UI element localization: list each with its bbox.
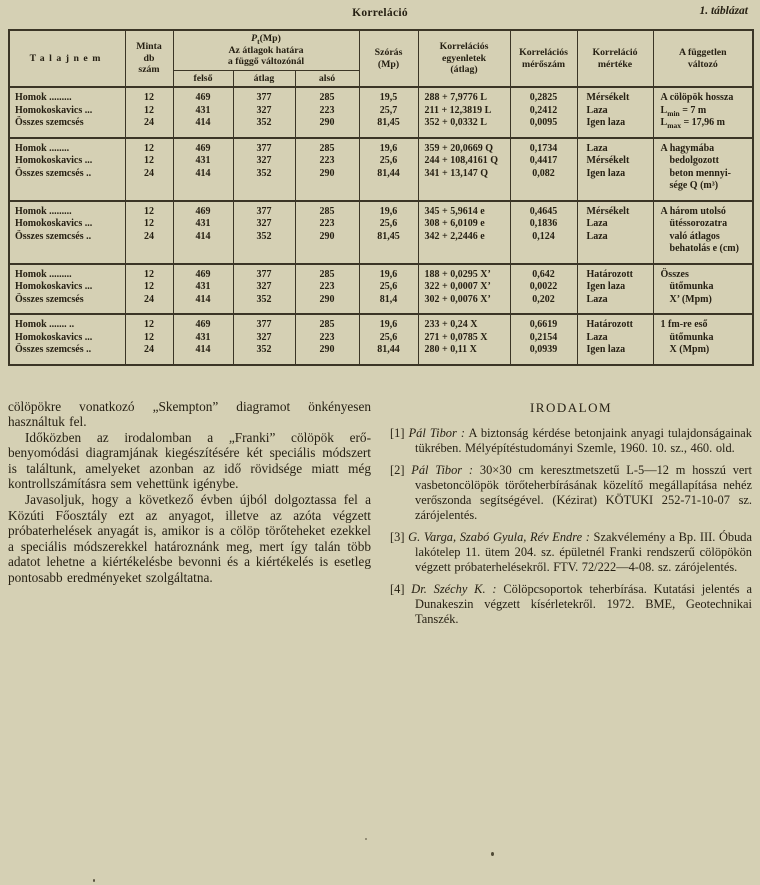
table-body bbox=[9, 87, 753, 365]
table-row-group bbox=[9, 87, 753, 138]
cell-also: 285 223 290 bbox=[295, 87, 359, 138]
cell-also: 285 223 290 bbox=[295, 264, 359, 315]
header-talajnem: Talajnem bbox=[9, 30, 125, 87]
scan-speck bbox=[365, 838, 367, 840]
reference-item bbox=[390, 426, 752, 456]
header-minta-line: Minta bbox=[136, 41, 162, 53]
reference-text: 30×30 cm keresztmetszetű L-5—12 m hosszú vert vasbetoncölöpök törőteherbírásának közelítő megállapítása nehéz verőszonda segítségével. (Kézirat) KÖTUKI 252-71-10-07 sz. zárójelentés. bbox=[415, 462, 753, 522]
text-columns bbox=[8, 399, 752, 634]
cell-talajnem: Homok ........ Homokoskavics ... Összes szemcsés .. bbox=[9, 138, 125, 201]
reference-item bbox=[390, 530, 752, 575]
table-number: 1. táblázat bbox=[699, 5, 748, 17]
cell-meroszam: 0,4645 0,1836 0,124 bbox=[510, 201, 577, 264]
cell-merteke: Laza Mérsékelt Igen laza bbox=[577, 138, 653, 201]
header-pt-line: Az átlagok határa bbox=[228, 44, 304, 56]
header-merteke-line: Korreláció bbox=[592, 47, 638, 58]
header-egyenletek-line: Korrelációs bbox=[439, 41, 489, 53]
bibliography-heading: IRODALOM bbox=[529, 399, 613, 415]
header-egyenletek-line: egyenletek bbox=[441, 52, 487, 64]
table-caption-row bbox=[0, 0, 760, 27]
reference-number: [3] bbox=[390, 529, 405, 544]
cell-fuggetlen-valtozo: Összes ütőmunka X’ (Mpm) bbox=[653, 264, 753, 315]
cell-atlag: 377 327 352 bbox=[233, 138, 295, 201]
bibliography-column bbox=[390, 399, 752, 634]
pt-subscript: t bbox=[257, 36, 260, 46]
header-meroszam bbox=[510, 30, 577, 87]
cell-felso: 469 431 414 bbox=[173, 87, 233, 138]
cell-szoras: 19,6 25,6 81,44 bbox=[359, 138, 418, 201]
cell-merteke: Mérsékelt Laza Igen laza bbox=[577, 87, 653, 138]
cell-merteke: Határozott Igen laza Laza bbox=[577, 264, 653, 315]
table-row-group bbox=[9, 314, 753, 365]
cell-minta: 12 12 24 bbox=[125, 314, 173, 365]
cell-merteke: Mérsékelt Laza Laza bbox=[577, 201, 653, 264]
header-pt-line: a függő változónál bbox=[227, 56, 305, 67]
header-fuggetlen bbox=[653, 30, 753, 87]
cell-minta: 12 12 24 bbox=[125, 201, 173, 264]
reference-authors: Pál Tibor : bbox=[411, 462, 474, 477]
cell-talajnem: Homok ......... Homokoskavics ... Összes szemcsés bbox=[9, 87, 125, 138]
table-row-group bbox=[9, 201, 753, 264]
cell-egyenlet: 359 + 20,0669 Q 244 + 108,4161 Q 341 + 13,147 Q bbox=[418, 138, 510, 201]
header-pt-formula bbox=[175, 33, 358, 45]
cell-minta: 12 12 24 bbox=[125, 87, 173, 138]
header-meroszam-line: Korrelációs bbox=[519, 47, 568, 58]
header-szoras-line: Szórás bbox=[374, 47, 403, 58]
pt-unit: (Mp) bbox=[259, 33, 281, 44]
header-fuggetlen-line: változó bbox=[687, 58, 718, 70]
cell-fuggetlen-valtozo: A cölöpök hossza $L_{min} = 7$ m $L_{max} = 17,96$ m bbox=[653, 87, 753, 138]
header-szoras bbox=[359, 30, 418, 87]
reference-authors: Dr. Széchy K. : bbox=[411, 581, 497, 596]
cell-egyenlet: 233 + 0,24 X 271 + 0,0785 X 280 + 0,11 X bbox=[418, 314, 510, 365]
cell-also: 285 223 290 bbox=[295, 201, 359, 264]
reference-text: A biztonság kérdése betonjaink anyagi tulajdonságainak tükrében. Mélyépítéstudományi Szemle, 1960. 10. sz., 460. old. bbox=[415, 425, 753, 455]
cell-meroszam: 0,2825 0,2412 0,0095 bbox=[510, 87, 577, 138]
cell-egyenlet: 288 + 7,9776 L 211 + 12,3819 L 352 + 0,0332 L bbox=[418, 87, 510, 138]
cell-egyenlet: 345 + 5,9614 e 308 + 6,0109 e 342 + 2,2446 e bbox=[418, 201, 510, 264]
cell-atlag: 377 327 352 bbox=[233, 314, 295, 365]
cell-atlag: 377 327 352 bbox=[233, 201, 295, 264]
cell-szoras: 19,6 25,6 81,45 bbox=[359, 201, 418, 264]
reference-number: [4] bbox=[390, 581, 405, 596]
cell-atlag: 377 327 352 bbox=[233, 264, 295, 315]
cell-atlag: 377 327 352 bbox=[233, 87, 295, 138]
header-meroszam-line: mérőszám bbox=[522, 58, 566, 70]
header-minta-line: szám bbox=[138, 64, 160, 76]
pt-symbol: P bbox=[251, 33, 258, 44]
paragraph: cölöpökre vonatkozó „Skempton” diagramot önkényesen használtuk fel. bbox=[8, 398, 371, 430]
reference-authors: Pál Tibor : bbox=[408, 425, 466, 440]
table-header bbox=[9, 30, 753, 87]
cell-egyenlet: 188 + 0,0295 X’ 322 + 0,0007 X’ 302 + 0,0076 X’ bbox=[418, 264, 510, 315]
cell-felso: 469 431 414 bbox=[173, 201, 233, 264]
cell-meroszam: 0,6619 0,2154 0,0939 bbox=[510, 314, 577, 365]
cell-also: 285 223 290 bbox=[295, 314, 359, 365]
header-fuggetlen-line: A független bbox=[678, 47, 727, 58]
cell-felso: 469 431 414 bbox=[173, 264, 233, 315]
cell-meroszam: 0,642 0,0022 0,202 bbox=[510, 264, 577, 315]
header-szoras-line: (Mp) bbox=[377, 58, 400, 70]
table-title: Korreláció bbox=[352, 7, 408, 19]
cell-szoras: 19,6 25,6 81,44 bbox=[359, 314, 418, 365]
table-row-group bbox=[9, 264, 753, 315]
cell-fuggetlen-valtozo: 1 fm-re eső ütőmunka X (Mpm) bbox=[653, 314, 753, 365]
header-egyenletek bbox=[418, 30, 510, 87]
header-minta bbox=[125, 30, 173, 87]
correlation-table bbox=[8, 29, 754, 366]
reference-item bbox=[390, 582, 752, 627]
reference-number: [1] bbox=[390, 425, 405, 440]
cell-fuggetlen-valtozo: A három utolsó ütéssorozatra való átlagos behatolás e (cm) bbox=[653, 201, 753, 264]
reference-number: [2] bbox=[390, 462, 405, 477]
header-merteke bbox=[577, 30, 653, 87]
header-atlag: átlag bbox=[233, 70, 295, 87]
cell-talajnem: Homok ....... .. Homokoskavics ... Összes szemcsés .. bbox=[9, 314, 125, 365]
reference-item bbox=[390, 463, 752, 523]
header-pt-group bbox=[173, 30, 359, 70]
cell-felso: 469 431 414 bbox=[173, 314, 233, 365]
reference-text: Cölöpcsoportok teherbírása. Kutatási jelentés a Dunakeszin végzett kísérletekről. 1972. BME, Geotechnikai Tanszék. bbox=[415, 581, 752, 626]
scan-speck bbox=[93, 879, 95, 882]
cell-fuggetlen-valtozo: A hagymába bedolgozott beton mennyi- sége Q (m³) bbox=[653, 138, 753, 201]
cell-also: 285 223 290 bbox=[295, 138, 359, 201]
reference-text: Szakvélemény a Bp. III. Óbuda lakótelep 11. ütem 204. sz. épületnél Franki rendszerű cölöpökön végzett próbaterhelésekről. FTV. 72/222—4-08. sz. zárójelentés. bbox=[415, 529, 752, 574]
cell-minta: 12 12 24 bbox=[125, 264, 173, 315]
paragraph: Javasoljuk, hogy a következő évben újból dolgoztassa fel a Közúti Főosztály ezt az anyagot, illetve az azóta végzett próbaterhelések anyagát is, amikor is a cölöp törőteheket ezekkel a speciális módszerekkel határoznánk meg, mert így talán több adatot lehetne a kiértékelésbe bevonni és a kiértékelés is esetleg pontosabb eredményeket szolgáltatna. bbox=[8, 492, 371, 586]
cell-szoras: 19,5 25,7 81,45 bbox=[359, 87, 418, 138]
table-row-group bbox=[9, 138, 753, 201]
cell-talajnem: Homok ......... Homokoskavics ... Összes szemcsés .. bbox=[9, 201, 125, 264]
reference-authors: G. Varga, Szabó Gyula, Rév Endre : bbox=[408, 529, 590, 544]
header-egyenletek-line: (átlag) bbox=[450, 64, 478, 76]
cell-szoras: 19,6 25,6 81,4 bbox=[359, 264, 418, 315]
header-merteke-line: mértéke bbox=[597, 58, 633, 70]
cell-merteke: Határozott Laza Igen laza bbox=[577, 314, 653, 365]
cell-meroszam: 0,1734 0,4417 0,082 bbox=[510, 138, 577, 201]
header-minta-line: db bbox=[143, 52, 155, 64]
cell-minta: 12 12 24 bbox=[125, 138, 173, 201]
scan-speck bbox=[491, 852, 494, 856]
cell-talajnem: Homok ......... Homokoskavics ... Összes szemcsés bbox=[9, 264, 125, 315]
header-felso: felső bbox=[173, 70, 233, 87]
header-also: alsó bbox=[295, 70, 359, 87]
cell-felso: 469 431 414 bbox=[173, 138, 233, 201]
body-text-column bbox=[8, 399, 371, 634]
paragraph: Időközben az irodalomban a „Franki” cölöpök erő-benyomódási diagramjának kiegészítésére két speciális módszert is találtunk, amelyeket azonban az idő rövidsége miatt még kontrollszámításra sem vehettünk igénybe. bbox=[8, 429, 371, 492]
